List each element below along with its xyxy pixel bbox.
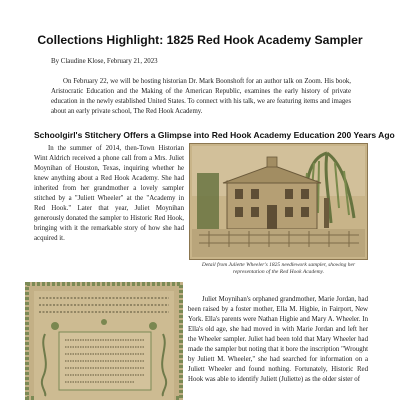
- article-title: Collections Highlight: 1825 Red Hook Academy Sampler: [37, 33, 363, 47]
- full-sampler-photo: [25, 282, 183, 400]
- photo-caption: Detail from Juliette Wheeler's 1825 needlework sampler, showing her representation of the Red Hook Academy.: [201, 262, 356, 275]
- body-paragraph-2: Juliet Moynihan's orphaned grandmother, Marie Jordan, had been raised by a foster mother, Ella M. Higbie, in Fairport, New York. Ella's parents were Nathan Higbie and Mary A. Wheeler. In Ella's old age, she had moved in with Marie Jordan and left her the Wheeler sampler. Juliet had been told that Mary Wheeler had made the sampler but noting that it bore the inscription "Wrought by Juliett M. Wheeler," she had searched for information on a Juliett Wheeler and found nothing. Fortunately, Historic Red Hook was able to identify Juliett (Juliette) as the older sister of: [188, 296, 368, 384]
- intro-paragraph: On February 22, we will be hosting historian Dr. Mark Boonshoft for an author talk on Zoom. His book, Aristocratic Education and the Making of the American Republic, examines the early history of private education in the newly established United States. To connect with his talk, we are featuring items and images about an early private school, The Red Hook Academy.: [51, 78, 351, 115]
- section-subheading: Schoolgirl's Stitchery Offers a Glimpse into Red Hook Academy Education 200 Years Ago: [34, 130, 395, 140]
- byline: By Claudine Klose, February 21, 2023: [51, 58, 158, 65]
- body-paragraph-1: In the summer of 2014, then-Town Historian Wint Aldrich received a phone call from a Mrs. Juliet Moynihan of Houston, Texas, inquiring whether he knew anything about a Red Hook Academy. She had inherited from her grandmother a lovely sampler stitched by a "Juliett Wheeler" at the "Academy in Red Hook." Later that year, Juliet Moynihan generously donated the sampler to Historic Red Hook, bringing with it the remarkable story of how she had acquired it.: [34, 145, 184, 243]
- sampler-detail-photo: [189, 143, 368, 260]
